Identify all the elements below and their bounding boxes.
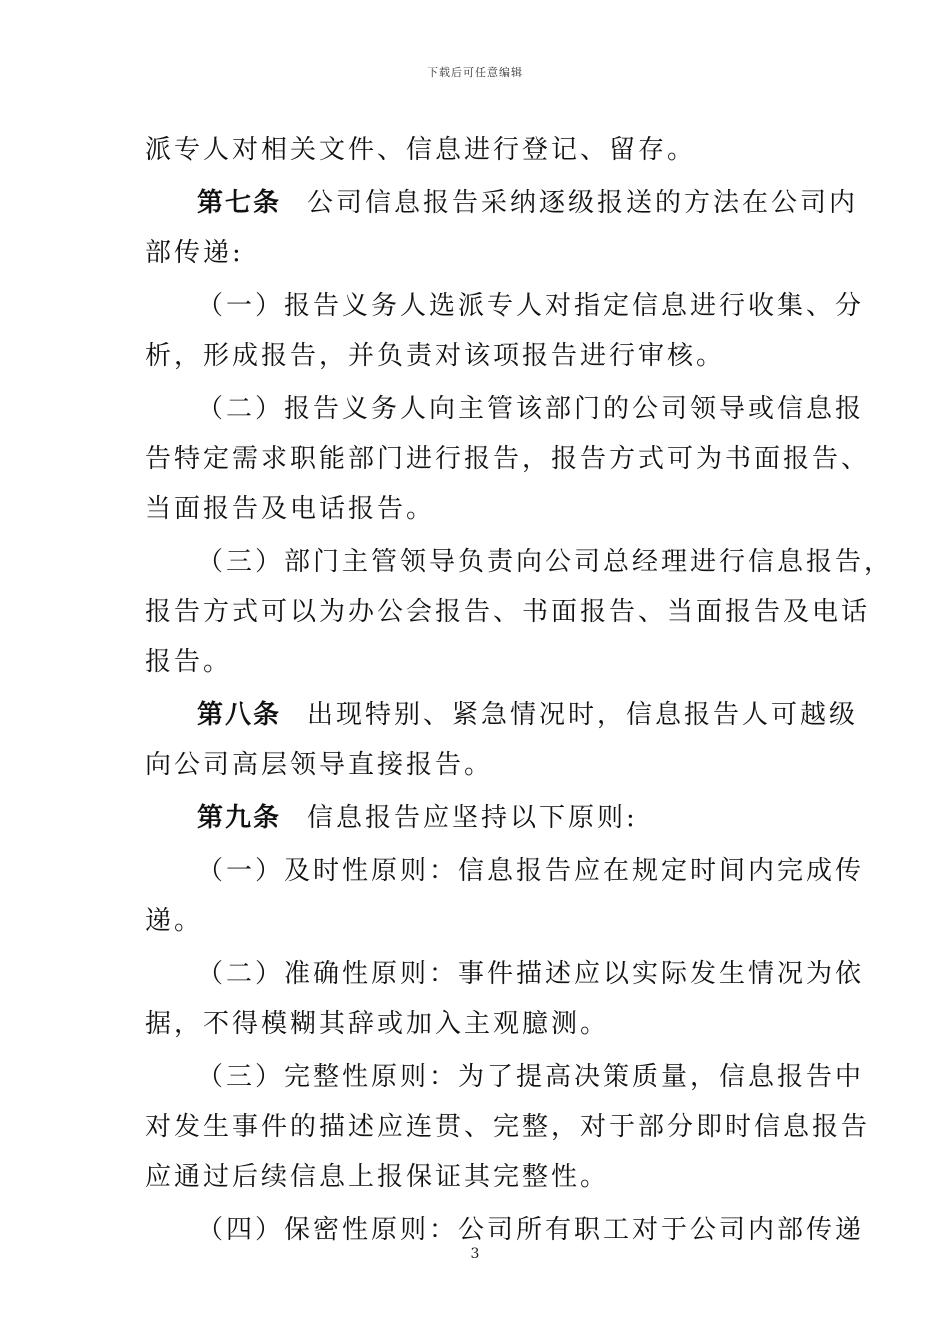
article-text: 公司信息报告采纳逐级报送的方法在公司内 [307, 188, 859, 218]
article-number: 第八条 [197, 700, 282, 730]
body-line: 部传递: [145, 238, 244, 268]
body-line: 告特定需求职能部门进行报告，报告方式可为书面报告、 [145, 444, 871, 474]
article-text: 信息报告应坚持以下原则: [307, 803, 638, 833]
body-line: 报告。 [145, 647, 233, 677]
article-number: 第九条 [197, 803, 282, 833]
list-item-line: （一）报告义务人选派专人对指定信息进行收集、分 [197, 291, 865, 321]
body-line: 据，不得模糊其辞或加入主观臆测。 [145, 1009, 610, 1039]
list-item-line: （二）准确性原则：事件描述应以实际发生情况为依 [197, 959, 865, 989]
list-item-line: （三）部门主管领导负责向公司总经理进行信息报告， [197, 547, 894, 577]
body-line: 当面报告及电话报告。 [145, 494, 436, 524]
body-line: 向公司高层领导直接报告。 [145, 750, 494, 780]
article-text: 出现特别、紧急情况时，信息报告人可越级 [307, 700, 859, 730]
article-number: 第七条 [197, 188, 282, 218]
article-heading-line [145, 690, 859, 740]
list-item-line: （二）报告义务人向主管该部门的公司领导或信息报 [197, 394, 865, 424]
article-heading-line [145, 793, 810, 843]
body-line: 应通过后续信息上报保证其完整性。 [145, 1162, 610, 1192]
body-line: 报告方式可以为办公会报告、书面报告、当面报告及电话 [145, 597, 871, 627]
page-header: 下载后可任意编辑 [427, 66, 523, 79]
body-line: 析，形成报告，并负责对该项报告进行审核。 [145, 341, 726, 371]
list-item-line: （三）完整性原则：为了提高决策质量，信息报告中 [197, 1062, 865, 1092]
list-item-line: （一）及时性原则：信息报告应在规定时间内完成传 [197, 856, 865, 886]
document-body [145, 125, 894, 1255]
page-number: 3 [470, 1246, 480, 1262]
list-item-line: （四）保密性原则：公司所有职工对于公司内部传递 [197, 1215, 865, 1245]
body-line: 递。 [145, 906, 204, 936]
body-line: 对发生事件的描述应连贯、完整，对于部分即时信息报告 [145, 1112, 871, 1142]
article-heading-line [145, 178, 859, 228]
body-line: 派专人对相关文件、信息进行登记、留存。 [145, 135, 697, 165]
